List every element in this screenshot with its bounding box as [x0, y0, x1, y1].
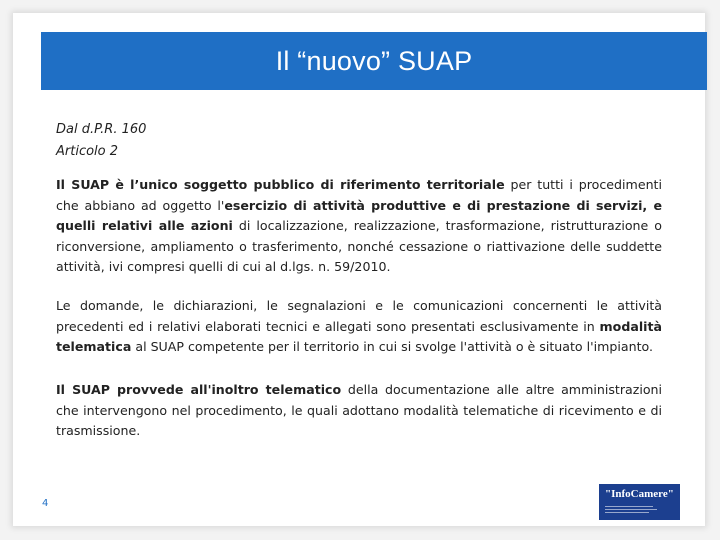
bold-text: modalità telematica — [56, 318, 662, 354]
body-text: di localizzazione, realizzazione, trasformazione, ristrutturazione o riconversione, ampliamento o trasferimento, nonché cessazione o riattivazione delle suddette attività, ivi compresi quelli di cui al d.lgs. n. 59/2010. — [56, 218, 662, 274]
body-text: al SUAP competente per il territorio in cui si svolge l'attività o è situato l'impianto. — [131, 339, 653, 354]
body-text: Le domande, le dichiarazioni, le segnalazioni e le comunicazioni concernenti le attività precedenti ed i relativi elaborati tecnici e allegati sono presentati esclusivamente in — [56, 298, 662, 334]
infocamere-logo — [599, 484, 680, 520]
legal-reference — [56, 119, 146, 163]
reference-article: Articolo 2 — [56, 144, 119, 159]
paragraph-submission — [56, 296, 662, 358]
page-number: 4 — [42, 498, 49, 509]
slide-title: Il “nuovo” SUAP — [275, 45, 473, 76]
paragraph-definition — [56, 175, 662, 278]
bold-text: esercizio di attività produttive e di prestazione di servizi, e quelli relativi alle azioni — [56, 197, 662, 233]
paragraph-forwarding — [56, 380, 662, 442]
reference-law: Dal d.P.R. 160 — [56, 122, 147, 137]
body-text: della documentazione alle altre amministrazioni che intervengono nel procedimento, le quali adottano modalità telematiche di ricevimento e di trasmissione. — [56, 382, 663, 438]
logo-name: "InfoCamere" — [605, 487, 674, 500]
bold-text: Il SUAP è l’unico soggetto pubblico di riferimento territoriale — [56, 177, 505, 192]
logo-tagline-lines — [605, 504, 680, 513]
body-text: per tutti i procedimenti che abbiano ad oggetto l' — [56, 177, 662, 213]
title-bar — [41, 32, 707, 90]
bold-text: Il SUAP provvede all'inoltro telematico — [56, 382, 342, 397]
